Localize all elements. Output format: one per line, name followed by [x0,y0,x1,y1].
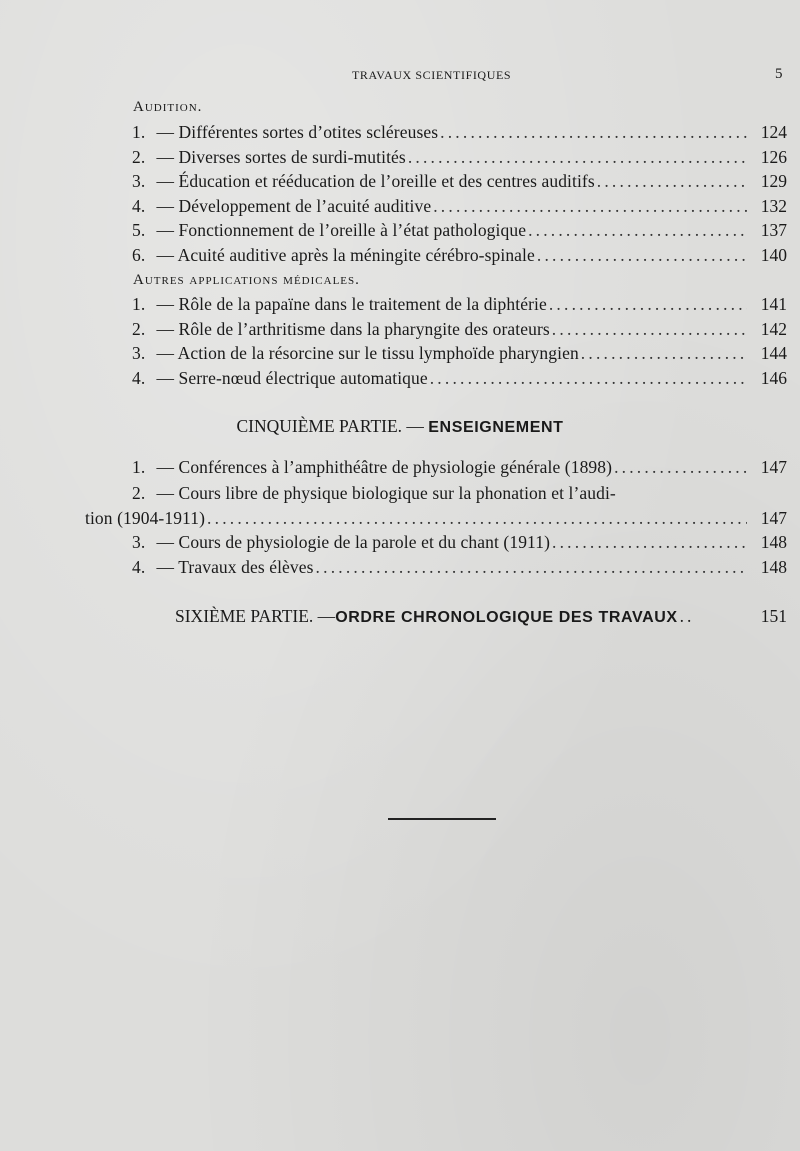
page-number: 5 [775,66,783,82]
entry-title-continuation: tion (1904-1911) [85,508,206,528]
entry-title: — Rôle de la papaïne dans le traitement de la diphtérie [156,294,547,314]
entry-title: — Conférences à l’amphithéâtre de physiologie générale (1898) [156,457,613,477]
entry-number: 1. [132,122,146,142]
part-prefix: SIXIÈME PARTIE. — [175,606,336,626]
entry-page: 141 [760,294,787,314]
entry-title: — Cours de physiologie de la parole et du chant (1911) [156,532,551,552]
entry-title: — Diverses sortes de surdi-mutités [156,147,406,167]
dot-leader [537,245,747,266]
toc-entry [132,196,787,220]
entry-page: 146 [760,368,787,388]
entry-title: — Différentes sortes d’otites scléreuses [156,122,439,142]
entry-number: 1. [132,457,146,477]
toc-entry [132,319,787,343]
running-title: TRAVAUX SCIENTIFIQUES [352,68,512,82]
entry-page: 137 [760,220,787,240]
entry-number: 4. [132,557,146,577]
entry-number: 2. [132,147,146,167]
dot-leader [408,147,747,168]
part-heading-sixieme [175,606,787,627]
dot-leader [552,319,747,340]
entry-title: — Travaux des élèves [156,557,314,577]
toc-entry [132,368,787,392]
toc-entry [132,294,787,318]
entry-page: 142 [760,319,787,339]
entry-page: 126 [760,147,787,167]
entry-number: 4. [132,368,146,388]
entry-page: 132 [760,196,787,216]
entry-number: 3. [132,532,146,552]
toc-entry [132,483,787,507]
entry-title: — Cours libre de physique biologique sur la phonation et l’audi- [156,483,616,503]
entry-number: 3. [132,171,146,191]
dot-leader [549,294,747,315]
dot-leader [433,196,747,217]
entry-title: — Serre-nœud électrique automatique [156,368,428,388]
dot-leader [552,532,747,553]
section-label-autres-applications: Autres applications médicales. [133,272,360,288]
entry-number: 2. [132,319,146,339]
toc-entry [132,220,787,244]
entry-page: 144 [760,343,787,363]
toc-entry [132,532,787,556]
toc-entry [132,343,787,367]
entry-title: — Action de la résorcine sur le tissu lymphoïde pharyngien [156,343,579,363]
dot-leader [430,368,747,389]
part-prefix: CINQUIÈME PARTIE. — [236,416,429,436]
section-label-audition: Audition. [133,99,203,115]
entry-page: 147 [760,508,787,528]
entry-title: — Acuité auditive après la méningite cérébro-spinale [156,245,535,265]
part-title: ENSEIGNEMENT [428,419,564,436]
entry-number: 2. [132,483,146,503]
dot-leader [614,457,747,478]
toc-entry [132,245,787,269]
entry-number: 5. [132,220,146,240]
entry-page: 148 [760,557,787,577]
dot-leader [316,557,747,578]
toc-entry [132,171,787,195]
toc-entry [132,457,787,481]
dot-leader [207,508,747,529]
entry-page: 124 [760,122,787,142]
dot-leader [581,343,747,364]
toc-entry [132,557,787,581]
closing-rule [388,818,496,820]
entry-title: — Développement de l’acuité auditive [156,196,432,216]
dot-leader [597,171,747,192]
entry-page: 129 [760,171,787,191]
toc-entry [132,147,787,171]
entry-title: — Rôle de l’arthritisme dans la pharyngite des orateurs [156,319,550,339]
entry-page: 140 [760,245,787,265]
entry-page: 147 [760,457,787,477]
dot-leader [528,220,747,241]
toc-entry-continuation [85,508,787,532]
part-title: ORDRE CHRONOLOGIQUE DES TRAVAUX [335,609,678,626]
entry-page: 151 [760,606,787,626]
entry-number: 4. [132,196,146,216]
dot-leader: .. [679,606,695,626]
entry-title: — Éducation et rééducation de l’oreille et des centres auditifs [156,171,595,191]
part-heading-cinquieme [0,416,800,437]
dot-leader [440,122,747,143]
entry-number: 6. [132,245,146,265]
entry-page: 148 [760,532,787,552]
entry-title: — Fonctionnement de l’oreille à l’état pathologique [156,220,527,240]
toc-entry [132,122,787,146]
entry-number: 3. [132,343,146,363]
running-head [0,68,800,84]
entry-number: 1. [132,294,146,314]
